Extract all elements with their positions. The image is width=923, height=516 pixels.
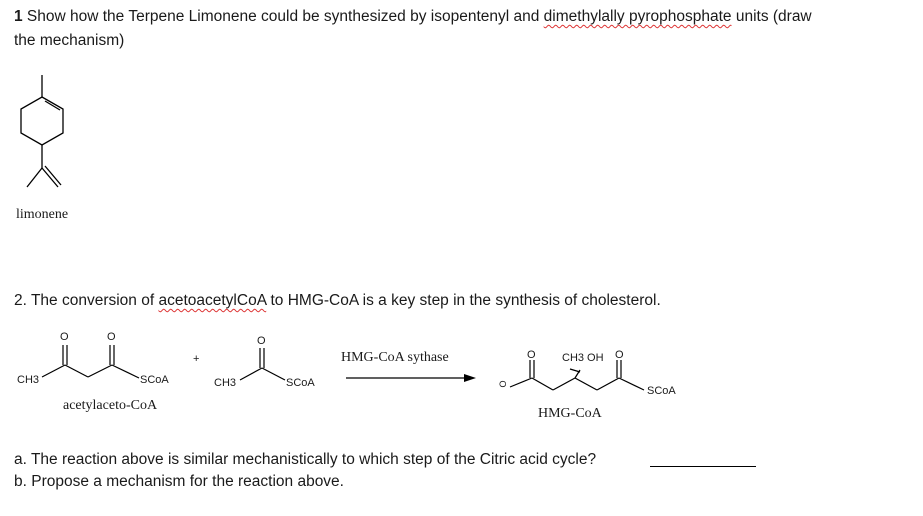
plus-sign: +: [193, 353, 200, 365]
reaction-arrow: [346, 374, 476, 382]
part-a-question: a. The reaction above is similar mechanistically to which step of the Citric acid cycle?: [14, 451, 597, 468]
oxygen-label: O: [107, 331, 116, 343]
enzyme-label: HMG-CoA sythase: [341, 350, 449, 365]
carboxylate-oxygen-label: O: [497, 380, 508, 388]
scoa-label: SCoA: [286, 377, 315, 389]
oxygen-label: O: [615, 349, 624, 361]
q2-statement: [14, 291, 661, 311]
hmg-coa-structure: [510, 360, 644, 390]
scoa-label: SCoA: [140, 374, 169, 386]
oxygen-label: O: [60, 331, 69, 343]
hmg-coa-label: HMG-CoA: [538, 406, 602, 421]
q2-flagged-word: acetoacetylCoA: [158, 292, 267, 309]
limonene-label: limonene: [16, 207, 69, 222]
acetoacetyl-coa-structure: [42, 345, 139, 378]
q1-number: 1: [14, 8, 23, 25]
part-b-question: b. Propose a mechanism for the reaction above.: [14, 473, 344, 490]
ch3-label: CH3: [214, 377, 237, 389]
oxygen-label: O: [257, 335, 266, 347]
ch3-oh-label: CH3 OH: [562, 352, 604, 364]
ch3-label: CH3: [17, 374, 40, 386]
q1-line2: the mechanism): [14, 32, 125, 49]
acetyl-coa-structure: [240, 348, 285, 380]
q1-flagged-word: dimethylally pyrophosphate: [543, 8, 732, 25]
acetylaceto-coa-label: acetylaceto-CoA: [63, 398, 158, 413]
oxygen-label: O: [527, 349, 536, 361]
q1-text-after: units (draw: [731, 8, 812, 25]
answer-blank[interactable]: [650, 466, 756, 467]
q1-text-before: Show how the Terpene Limonene could be synthesized by isopentenyl and: [22, 8, 544, 25]
scoa-label: SCoA: [647, 385, 676, 397]
limonene-structure: [21, 75, 63, 187]
q2-text-after: to HMG-CoA is a key step in the synthesis of cholesterol.: [266, 292, 661, 309]
q2-text-before: 2. The conversion of: [14, 292, 159, 309]
